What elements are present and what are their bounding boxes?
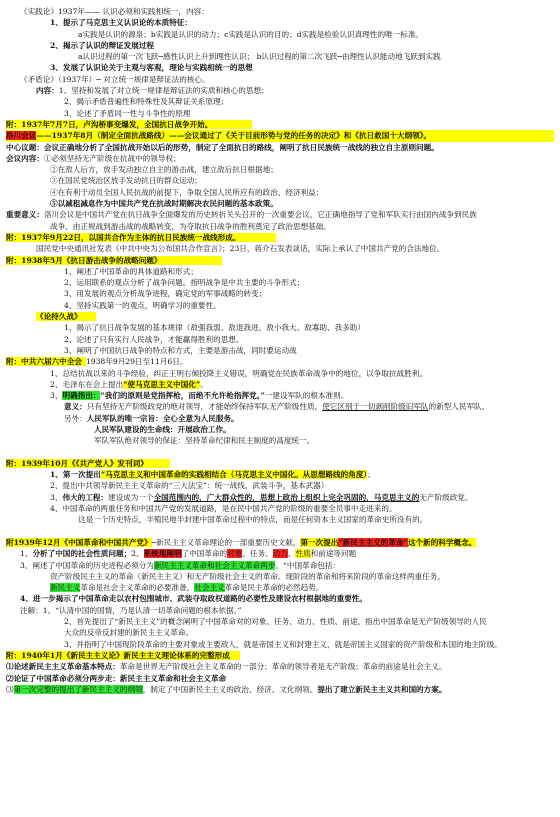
luochuan-content-2: ②在敌人后方，放手发动独立自主的游击战，建立敌后抗日根据地； — [50, 165, 278, 175]
note-1937-09-22: 附：1937年9月22日，以国共合作为主体的抗日民族统一战线形成。 — [6, 233, 276, 242]
revolution-p3-a: 3、阐述了中国革命的历史进程必须分为 — [20, 560, 154, 570]
revolution-p1-d: 系统地阐明 — [143, 549, 182, 559]
sixth-plenum-meaning-c: 使它区别于一切剥削阶级旧军队 — [322, 402, 429, 412]
sixth-plenum-point-3-d: 一建设军队的根本准则。 — [264, 391, 349, 401]
luochuan-content-1-row — [6, 153, 554, 164]
note-1937-07-07: 附：1937年7月7日，卢沟桥事变爆发，全国抗日战争开始。 — [6, 120, 252, 129]
fakan-point-1-c: ； — [367, 470, 375, 480]
xinminzhu-head-b: 《新民主主义论》 — [62, 650, 124, 660]
sixth-plenum-meaning-b: 只有坚持无产阶级政党的绝对领导，才能始终保持军队无产阶级性质， — [86, 402, 323, 412]
revolution-p3c-c: 社会主义 — [194, 583, 225, 593]
maodunlun-point-1: 1、坚持和发展了对立统一规律是辩证法的实质和核心的思想； — [58, 86, 269, 96]
revolution-note-2-a: 2、首先提出了“新民主主义”的概念 — [64, 617, 183, 627]
sixth-plenum-point-2-c: 。 — [200, 379, 208, 389]
sixth-plenum-point-2-row — [6, 379, 554, 390]
revolution-p1-k: 和前途等问题 — [310, 549, 357, 559]
revolution-p3c-a: 新民主义 — [50, 583, 81, 593]
sixth-plenum-meaning-label: 意义： — [64, 402, 87, 412]
fakan-point-3-a: 3、 — [50, 492, 63, 502]
xinminzhu-point-3-a: ⑶ — [6, 684, 14, 694]
xinminzhu-point-3-row — [6, 684, 554, 695]
xinminzhu-point-1-a: ⑴论述新民主主义革命基本特点： — [6, 662, 120, 672]
fakan-point-1-a: 1、第一次提出 — [50, 470, 101, 480]
luochuan-importance-label: 重要意义： — [6, 210, 44, 220]
luochuan-content-1: ①必须坚持无产阶级在抗战中的领导权； — [43, 153, 181, 163]
fakan-point-3-c: 建设成为一个 — [108, 492, 154, 502]
revolution-p1-g: 、任务、 — [242, 549, 273, 559]
sixth-plenum-point-3-row — [6, 390, 554, 401]
sixth-plenum-head-row — [6, 356, 554, 367]
luochuan-content-5: ⑤以减租减息作为中国共产党在抗战时期解决农民问题的基本政策。 — [50, 199, 278, 209]
luochuan-central-topic: 中心议题：会议正确地分析了全国抗战开始以后的形势，制定了全面抗日的路线，阐明了抗日民族统一战线的独立自主原则问题。 — [6, 142, 439, 152]
youji-point-4: 4、坚持实践第一的观点，明确学习的重要性。 — [64, 300, 221, 310]
fakan-point-4: 4、中国革命的两重任务和中国共产党的发展道路，是在民中国共产党的阶级的重要全员事中走进来的。 — [50, 504, 397, 514]
xinminzhu-point-3-c: ，制定了中国新民主主义的政治、经济、文化纲领。 — [142, 684, 318, 694]
xinminzhu-point-1-row — [6, 661, 554, 672]
youji-point-2: 2、运用联系的观点分析了战争问题。指明战争是中共主要的斗争形式； — [64, 278, 305, 288]
revolution-point-3-row — [6, 560, 554, 571]
revolution-p1-i: 、 — [287, 549, 296, 559]
revolution-p1-c: 2、 — [131, 549, 144, 559]
revolution-p3-c: 。“中国革命包括： — [275, 560, 341, 570]
shijianlun-point-3: 3、发展了认识论关于主观与客观，理论与实践相统一的思想 — [50, 63, 253, 73]
fakan-point-2: 2、提出中共领导新民主主义革命的“三大法宝”：统一战线，武装斗争，基本武器） — [50, 481, 329, 491]
sixth-plenum-point-1: 1、总结抗战以来的斗争经验，纠正王明右倾投降主义错误，明确党在民族革命战争中的地位，以争取抗战胜利。 — [50, 368, 427, 378]
fakan-point-1-row — [6, 469, 554, 480]
revolution-note-3: 3、并指明了中国现阶段革命的主要对象或主要敌人，就是帝国主义和封建主义，就是帝国主义国家的资产阶级和本国的地主阶级。 — [64, 639, 502, 649]
note-1938-05-row — [6, 255, 554, 266]
chijiuzhan-title: 《论持久战》 — [36, 312, 96, 321]
maodunlun-point-3: 3、论述了矛盾同一性与斗争性的原理 — [64, 108, 191, 118]
revolution-point-3-detail: 资产阶级民主主义的革命（新民主主义）和无产阶级社会主义的革命。现阶段的革命和将来阶段的革命这样两重任务。 — [50, 571, 445, 581]
sixth-plenum-point-3-a: 3、 — [50, 391, 63, 401]
revolution-p1-e: 了中国革命的 — [181, 549, 228, 559]
revolution-note-row-1 — [6, 605, 554, 616]
maodunlun-content-1 — [6, 85, 554, 96]
luochuan-content-label: 会议内容： — [6, 153, 44, 163]
shijianlun-point-1: 1、提示了马克思主义认识论的本质特征： — [50, 18, 192, 28]
xinminzhu-point-1-b: 革命是世界无产阶级社会主义革命的一部分；革命的领导者是无产阶级；革命的前途是社会主义。 — [119, 662, 447, 672]
luochuan-head-row — [6, 130, 554, 141]
sixth-plenum-also-label: 另外： — [64, 413, 87, 423]
revolution-note-1: 1、“认清中国的国情，乃是认清一切革命问题的根本依据。” — [42, 605, 242, 615]
revolution-p1-b: 分析了中国的社会性质问题； — [32, 549, 132, 559]
fakan-point-3-row — [6, 492, 554, 503]
revolution-point-4: 4、进一步揭示了中国革命走以农村包围城市、武装夺取政权道路的必要性及建设农村根据地的重要性。 — [20, 594, 367, 604]
sixth-plenum-also-3: 军队军队绝对领导的保证：坚持革命纪律和民主制度的高度统一。 — [94, 436, 315, 446]
revolution-point-3-row-c — [6, 582, 554, 593]
shijianlun-point-2: 2、揭示了认识的辩证发展过程 — [50, 40, 155, 50]
note-1937-07-07-row — [6, 119, 554, 130]
shijianlun-point-1-detail: a实践是认识的源泉；b实践是认识的动力；c实践是认识的目的；d实践是检验认识真理性的唯一标准。 — [78, 29, 424, 39]
luochuan-head-rest: ——1937年8月（制定全面抗战路线）——会议通过了《关于目前形势与党的任务的决定》和《抗日救国十大纲领》。 — [36, 131, 432, 141]
fakan-point-1-b: “马克思主义和中国革命的实践相结合（马克思主义中国化。从思想路线的角度） — [100, 470, 368, 480]
revolution-head-e: 这个新的科学概念。 — [407, 537, 477, 547]
luochuan-importance-row — [6, 209, 554, 220]
revolution-head-b: ─新民主主义革命理论的一部重要历史文献， — [151, 537, 301, 547]
xinminzhu-head-c: 新民主主义理论体系的完整形成 — [124, 651, 240, 660]
revolution-note-2-b: 阐明了中国革命对的对象、任务、动力、性质、前途，指出中国革命是无产阶级领导的人民 — [182, 617, 487, 627]
note-1939-10-row — [6, 458, 554, 469]
xinminzhu-head-row — [6, 650, 554, 661]
note-1937-09-22-row — [6, 232, 554, 243]
fakan-point-3-b: 伟大的工程： — [62, 492, 108, 502]
spacer-2 — [6, 526, 554, 537]
revolution-p1-a: 1、 — [20, 549, 33, 559]
xinminzhu-point-2: ⑵论证了中国革命必须分两步走：新民主主义革命和社会主义革命 — [6, 673, 227, 683]
note-1939-10: 附：1939年10月《《共产党人》发刊词》 — [6, 459, 170, 468]
shijianlun-title: 《实践论》1937年—— 认识必须和实践相统一，内容： — [20, 7, 209, 16]
shijianlun-point-2-detail: a认识过程的第一次飞跃─感性认识上升到理性认识； b认识过程的第二次飞跃─由理性认识能动地飞跃到实践 — [78, 52, 441, 62]
xinminzhu-point-3-b: 第一次完整的提出了新民主主义的纲领 — [13, 684, 143, 694]
maodunlun-point-2: 2、揭示矛盾普遍性和特殊性及其辩证关系原理； — [64, 97, 229, 107]
sixth-plenum-point-3-c: “我们的原则是党指挥枪，而绝不允许枪指挥党。” — [100, 391, 265, 401]
maodunlun-content-label: 内容： — [36, 86, 59, 96]
note-1937-09-22-detail: 国民党中央通讯社发表《中共中央为公布国共合作宣言》；23日，蒋介石发表谈话，实际上承认了中国共产党的合法地位。 — [36, 244, 445, 254]
sixth-plenum-meaning-row — [6, 401, 554, 412]
spacer — [6, 447, 554, 458]
sixth-plenum-also-row — [6, 413, 554, 424]
revolution-head-row — [6, 537, 554, 548]
luochuan-head-red: 洛川会议 — [6, 131, 37, 141]
luochuan-importance-1: 洛川会议是中国共产党在抗日战争全面爆发的历史转折关头召开的一次重要会议，它正确地指导了党和军队实行由国内战争到民族 — [43, 210, 477, 220]
youji-point-1: 1、阐述了中国革命的具体道路和形式； — [64, 266, 198, 276]
revolution-note-2-c: 大众的反帝反封建的新民主主义革命。 — [64, 628, 194, 638]
maodunlun-title: 《矛盾论》（1937年）─ 对立统一规律是辩证法的核心。 — [20, 74, 210, 84]
sixth-plenum-meaning-d: 的新型人民军队。 — [428, 402, 490, 412]
revolution-note-row-2 — [6, 616, 554, 627]
revolution-p1-f: 对象 — [227, 549, 243, 559]
fakan-point-3-d: 全国范围内的，广大群众性的，思想上政治上组织上完全巩固的，马克思主义的 — [153, 492, 420, 502]
fakan-point-4-b: 这是一个历史特点，半殖民地半封建中国革命过程中的特点，而是任何资本主义国家的革命史所没有的。 — [78, 515, 428, 525]
revolution-p3c-b: 革命是社会主义革命的必要准备， — [80, 583, 195, 593]
revolution-note-label: 注解： — [20, 605, 43, 615]
youji-point-3: 3、用发展的观点分析战争进程，确定党的军事战略的转变； — [64, 289, 267, 299]
xinminzhu-point-3-d: 提出了建立新民主主义共和国的方案。 — [317, 684, 447, 694]
sixth-plenum-date: 1938年9月29日至11月6日。 — [85, 357, 188, 367]
sixth-plenum-also-2: 人民军队建设的生命线：开展政治工作。 — [94, 424, 231, 434]
revolution-head-c: 第一次提出 — [300, 537, 339, 547]
revolution-head-a: 附1939年12月《中国革命和中国共产党》 — [6, 537, 152, 547]
chijiuzhan-point-3: 3、阐明了中国抗日战争的特点和方式，主要是游击战，同时要运动战 — [64, 345, 297, 355]
note-1938-05: 附：1938年5月《抗日游击战争的战略问题》 — [6, 256, 222, 265]
revolution-p3c-d: 革命是民主革命的必然趋势。 — [224, 583, 324, 593]
xinminzhu-head-a: 附：1940年1月 — [6, 650, 63, 660]
chijiuzhan-point-1: 1、揭示了抗日战争发展的基本规律（敌强我弱、敌退我进、敌小我大、敌寡助、我多助） — [64, 323, 365, 333]
sixth-plenum-point-2-a: 2、毛泽东在会上提出 — [50, 379, 124, 389]
chijiuzhan-point-2: 2、论述了只有实行人民战争，才能赢得胜利的思想。 — [64, 334, 244, 344]
luochuan-content-3: ③在国民党统治区放手发动抗日的群众运动； — [50, 176, 202, 186]
chijiuzhan-title-row — [6, 311, 554, 322]
revolution-p1-h: 动力 — [272, 549, 288, 559]
sixth-plenum-head: 附：中共六届六中全会 — [6, 357, 86, 366]
sixth-plenum-also-1: 人民军队的唯一宗旨：全心全意为人民服务。 — [86, 413, 239, 423]
fakan-point-3-e: 无产阶级政党。 — [419, 492, 473, 502]
sixth-plenum-point-2-b: “使马克思主义中国化” — [123, 379, 201, 389]
luochuan-content-4: ④在有利于动员全国人民抗战的前提下，争取全国人民所应有的政治、经济利益； — [50, 187, 324, 197]
revolution-point-1-row — [6, 548, 554, 559]
sixth-plenum-point-3-b: 明确指出： — [62, 391, 101, 401]
revolution-p1-j: 性质 — [295, 549, 311, 559]
revolution-head-d: “新民主主义的革命” — [338, 537, 408, 547]
revolution-p3-b: 新民主主义革命和社会主义革命两步 — [153, 560, 276, 570]
luochuan-importance-2: 战争、由正规战到游击战的战略转变，为夺取抗日战争的胜利奠定了政治思想基础。 — [50, 221, 331, 231]
